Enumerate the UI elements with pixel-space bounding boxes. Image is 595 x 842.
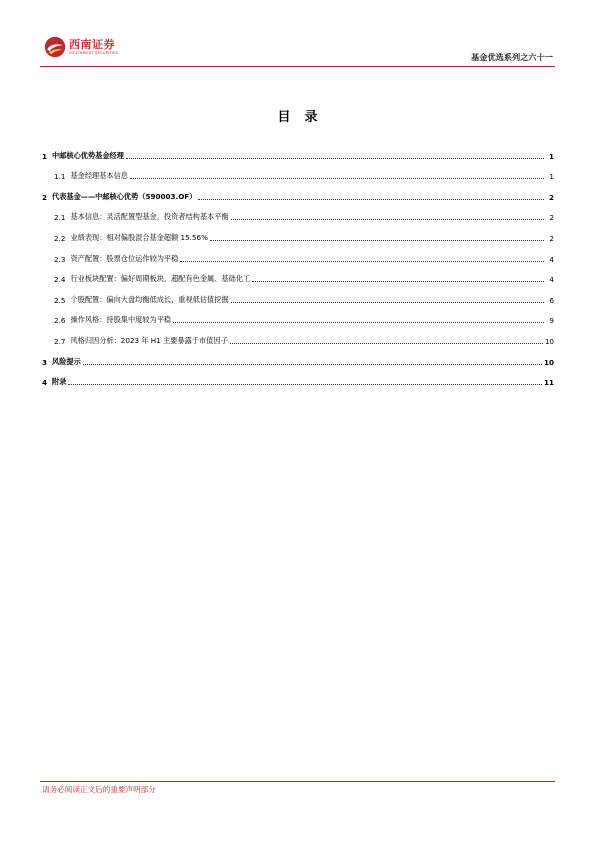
toc-entry-page: 10 [543,357,554,367]
toc-entry-title: 中邮核心优势基金经理 [52,150,124,160]
toc-dot-leader [126,158,544,159]
toc-dot-leader [68,384,542,385]
toc-entry-page: 11 [543,378,554,388]
toc-entry-number: 2.3 [54,254,66,264]
toc-entry-page: 1 [549,172,554,182]
toc-dot-leader [83,364,542,365]
toc-entry-page: 6 [549,295,554,305]
toc-entry[interactable] [42,284,554,305]
toc-entry-title: 附录 [52,377,67,387]
toc-entry-title: 风险提示 [52,356,81,366]
toc-dot-leader [180,261,544,262]
toc-entry[interactable] [42,367,554,388]
toc-entry[interactable] [42,346,554,367]
toc-entry-title: 个股配置：偏向大盘均衡低成长，重视低估值挖掘 [70,294,229,304]
toc-entry-title: 业绩表现：相对偏股混合基金超额 15.56% [70,232,208,242]
toc-entry[interactable] [42,140,554,161]
toc-dot-leader [231,302,544,303]
toc-entry-number: 3 [42,357,48,367]
toc-entry-page: 2 [549,213,554,223]
toc-entry-page: 2 [549,233,554,243]
report-series-title: 基金优选系列之六十一 [471,52,553,62]
toc-entry-number: 4 [42,378,48,388]
toc-entry-number: 2.1 [54,213,66,223]
toc-entry-title: 资产配置：股票仓位运作较为平稳 [70,253,179,263]
toc-entry-title: 基本信息：灵活配置型基金，投资者结构基本平衡 [70,212,229,222]
toc-dot-leader [198,199,544,200]
toc-entry[interactable] [42,305,554,326]
toc-dot-leader [230,343,543,344]
toc-entry-number: 2.7 [54,336,66,346]
toc-entry-title: 操作风格：持股集中度较为平稳 [70,315,172,325]
toc-entry[interactable] [42,243,554,264]
toc-dot-leader [252,281,544,282]
toc-entry-number: 1 [42,151,48,161]
toc-entry-page: 2 [548,192,554,202]
toc-title: 目录 [277,110,332,125]
toc-dot-leader [130,178,544,179]
toc-entry-page: 4 [549,275,554,285]
toc-entry-number: 2.5 [54,295,66,305]
toc-dot-leader [210,240,544,241]
company-name-en: SOUTHWEST SECURITIES [69,50,119,55]
toc-entry-page: 9 [549,316,554,326]
toc-entry-page: 4 [549,254,554,264]
toc-entry-number: 2.4 [54,275,66,285]
toc-entry-page: 1 [548,151,554,161]
toc-entry-title: 代表基金——中邮核心优势（590003.OF） [52,191,197,201]
footer-divider [40,781,555,782]
toc-entry[interactable] [42,222,554,243]
toc-dot-leader [231,219,544,220]
company-name-cn: 西南证券 [69,37,115,51]
toc-entry[interactable] [42,325,554,346]
toc-entry-number: 2.2 [54,233,66,243]
footer-notice: 请务必阅读正文后的重要声明部分 [42,785,156,794]
toc-entry-number: 2.6 [54,316,66,326]
company-logo-icon [44,36,66,58]
toc-entry-page: 10 [544,336,554,346]
toc-entry[interactable] [42,202,554,223]
toc-entry[interactable] [42,264,554,285]
toc-dot-leader [173,322,544,323]
toc-entry-title: 行业板块配置：偏好周期板块，超配有色金属、基础化工 [70,274,251,284]
toc-entry-number: 1.1 [54,172,66,182]
toc-entry[interactable] [42,181,554,202]
toc-entry-title: 基金经理基本信息 [70,171,128,181]
toc-entry[interactable] [42,161,554,182]
header-divider [40,66,555,67]
toc-entry-title: 风格归因分析：2023 年 H1 主要暴露于市值因子 [70,335,228,345]
page-header [40,30,555,66]
company-logo [44,36,118,58]
table-of-contents [42,140,554,387]
toc-entry-number: 2 [42,192,48,202]
